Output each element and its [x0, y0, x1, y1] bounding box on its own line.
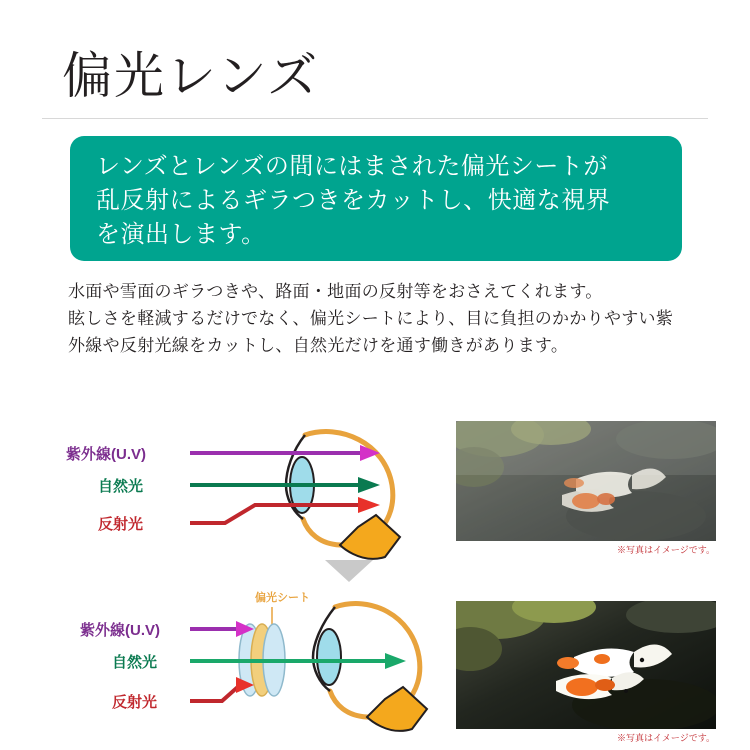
diagram-without-polarized [40, 415, 440, 565]
label-natural-bottom: 自然光 [112, 654, 158, 671]
label-reflected-bottom: 反射光 [112, 694, 158, 711]
body-copy [68, 278, 688, 359]
title-divider [42, 118, 708, 119]
green-callout [70, 136, 682, 261]
page-title: 偏光レンズ [62, 48, 320, 104]
label-natural-top: 自然光 [98, 478, 144, 495]
body-paragraph-1: 水面や雪面のギラつきや、路面・地面の反射等をおさえてくれます。 [68, 282, 603, 301]
photo-2-svg [456, 601, 716, 729]
callout-line-1: レンズとレンズの間にはまされた偏光シートが [96, 153, 608, 180]
down-arrow-icon [325, 560, 373, 582]
diagram-with-polarized [40, 585, 440, 740]
photo-note-1: ※写真はイメージです。 [616, 545, 715, 555]
label-polarized-sheet: 偏光シート [255, 592, 310, 604]
callout-line-3: を演出します。 [96, 221, 266, 248]
photo-note-2: ※写真はイメージです。 [616, 733, 715, 743]
label-reflected-top: 反射光 [98, 516, 144, 533]
label-uv-top: 紫外線(U.V) [66, 446, 146, 463]
eye-diagram-bottom-svg [40, 585, 440, 740]
photo-1-svg [456, 421, 716, 541]
callout-line-2: 乱反射によるギラつきをカットし、快適な視界 [96, 187, 611, 214]
photo-koi-pond-clear [455, 600, 717, 730]
label-uv-bottom: 紫外線(U.V) [80, 622, 160, 639]
body-paragraph-2: 眩しさを軽減するだけでなく、偏光シートにより、目に負担のかかりやすい紫外線や反射光線をカットし、自然光だけを通す働きがあります。 [68, 309, 674, 355]
photo-koi-pond-glare [455, 420, 717, 542]
